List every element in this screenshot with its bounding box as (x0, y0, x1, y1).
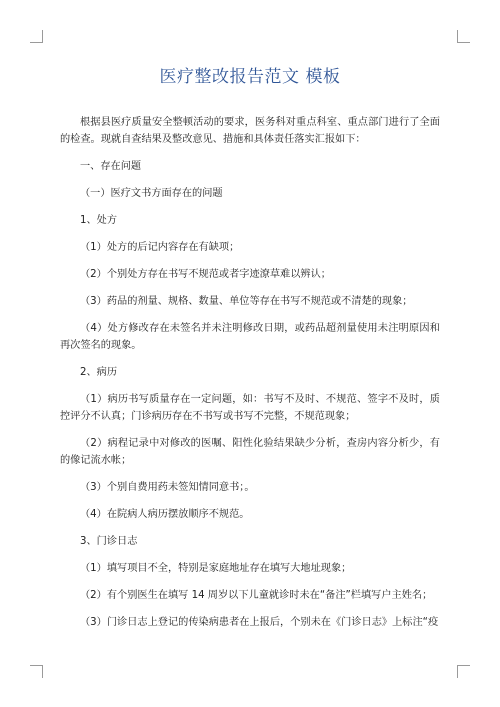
list-item: （3）门诊日志上登记的传染病患者在上报后，个别未在《门诊日志》上标注“疫 (80, 617, 439, 628)
subheading-outpatient-log: 3、门诊日志 (80, 536, 138, 547)
list-item: （2）个别处方存在书写不规范或者字迹潦草难以辨认； (80, 269, 331, 280)
document-title: 医疗整改报告范文 模板 (159, 67, 341, 87)
list-item: （4）处方修改存在未签名并未注明修改日期，或药品超剂量使用未注明原因和再次签名的现象。 (60, 323, 440, 351)
subheading-medical-records: 2、病历 (80, 367, 118, 378)
list-item: （1）处方的后记内容存在有缺项； (80, 242, 240, 253)
subheading-prescriptions: 1、处方 (80, 215, 118, 226)
paragraph-intro: 根据县医疗质量安全整顿活动的要求，医务科对重点科室、重点部门进行了全面的检查。现就自查结果及整改意见、措施和具体责任落实汇报如下： (60, 117, 440, 145)
crop-mark-bottom-right (457, 665, 470, 678)
list-item: （1）填写项目不全，特别是家庭地址存在填写大地址现象； (80, 563, 352, 574)
list-item: （3）药品的剂量、规格、数量、单位等存在书写不规范或不清楚的现象； (80, 296, 413, 307)
list-item: （2）病程记录中对修改的医嘱、阳性化验结果缺少分析，查房内容分析少，有的像记流水帐； (60, 438, 440, 466)
subheading-medical-documents: （一）医疗文书方面存在的问题 (80, 188, 223, 199)
crop-mark-bottom-left (30, 665, 43, 678)
list-item: （2）有个别医生在填写 14 周岁以下儿童就诊时未在“备注”栏填写户主姓名； (80, 590, 433, 601)
heading-existing-problems: 一、存在问题 (80, 161, 142, 172)
list-item: （3）个别自费用药未签知情同意书；。 (80, 482, 255, 493)
crop-mark-top-right (457, 30, 470, 43)
list-item: （4）在院病人病历摆放顺序不规范。 (80, 509, 250, 520)
list-item: （1）病历书写质量存在一定问题，如：书写不及时、不规范、签字不及时，质控评分不认真；门诊病历存在不书写或书写不完整，不规范现象； (60, 394, 440, 422)
document-body (60, 114, 440, 641)
crop-mark-top-left (30, 30, 43, 43)
